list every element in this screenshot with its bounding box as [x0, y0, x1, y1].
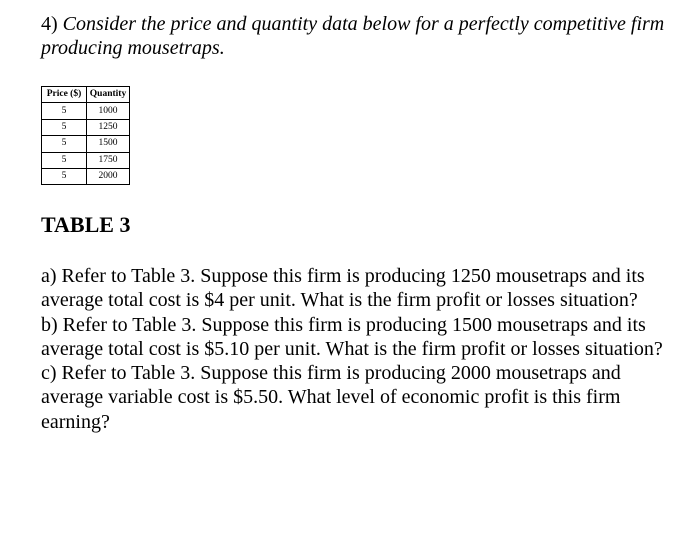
price-cell: 5 [42, 119, 87, 135]
table-row [42, 136, 130, 152]
quantity-cell: 1750 [87, 152, 130, 168]
table-row [42, 168, 130, 184]
question-number: 4) [41, 13, 58, 35]
quantity-cell: 1000 [87, 103, 130, 119]
price-cell: 5 [42, 168, 87, 184]
header-price: Price ($) [42, 87, 87, 103]
part-c: c) Refer to Table 3. Suppose this firm is producing 2000 mousetraps and average variable cost is $5.50. What level of economic profit is this firm earning? [41, 362, 621, 433]
price-quantity-table [41, 86, 130, 185]
table-row [42, 103, 130, 119]
price-cell: 5 [42, 152, 87, 168]
header-quantity: Quantity [87, 87, 130, 103]
part-b: b) Refer to Table 3. Suppose this firm is producing 1500 mousetraps and its average total cost is $5.10 per unit. What is the firm profit or losses situation? [41, 313, 663, 360]
question-prompt: Consider the price and quantity data below for a perfectly competitive firm producing mousetraps. [41, 13, 665, 59]
quantity-cell: 1250 [87, 119, 130, 135]
question-text [41, 12, 681, 60]
table-header-row [42, 87, 130, 103]
quantity-cell: 2000 [87, 168, 130, 184]
price-cell: 5 [42, 136, 87, 152]
table-row [42, 152, 130, 168]
quantity-cell: 1500 [87, 136, 130, 152]
part-a: a) Refer to Table 3. Suppose this firm is producing 1250 mousetraps and its average total cost is $4 per unit. What is the firm profit or losses situation? [41, 265, 645, 312]
table-label: TABLE 3 [41, 212, 131, 237]
price-cell: 5 [42, 103, 87, 119]
question-parts [41, 264, 681, 434]
table-row [42, 119, 130, 135]
